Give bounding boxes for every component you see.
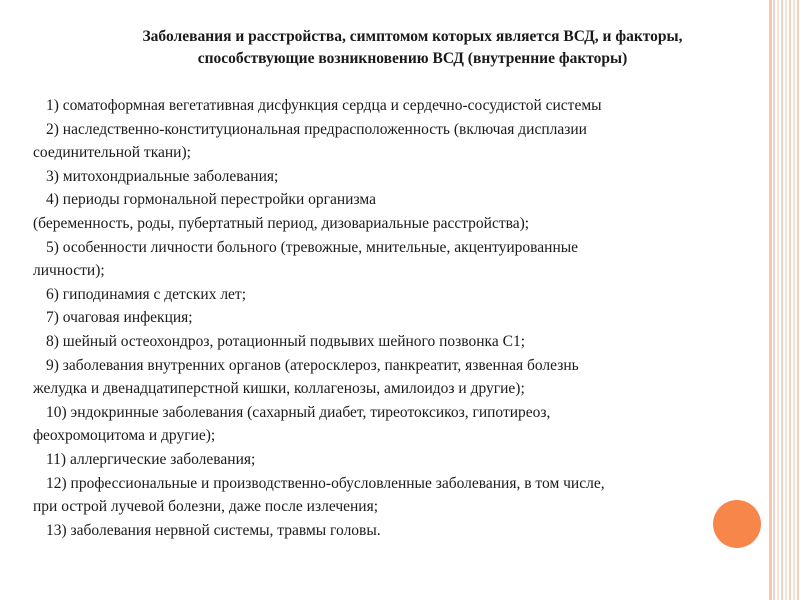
list-item: 12) профессиональные и производственно-обусловленные заболевания, в том числе, bbox=[46, 474, 605, 492]
list-item: 2) наследственно-конституциональная предрасположенность (включая дисплазии bbox=[46, 120, 587, 138]
list-item: 4) периоды гормональной перестройки организма bbox=[46, 191, 376, 209]
list-item: 9) заболевания внутренних органов (атеросклероз, панкреатит, язвенная болезнь bbox=[46, 356, 579, 374]
list-item: феохромоцитома и другие); bbox=[33, 427, 216, 445]
factor-list bbox=[33, 94, 773, 542]
list-item: 1) соматоформная вегетативная дисфункция сердца и сердечно-сосудистой системы bbox=[46, 97, 602, 114]
list-item: желудка и двенадцатиперстной кишки, коллагенозы, амилоидоз и другие); bbox=[33, 380, 525, 398]
decorative-side-stripe bbox=[769, 0, 800, 600]
list-item: 8) шейный остеохондроз, ротационный подвывих шейного позвонка С1; bbox=[46, 332, 526, 350]
list-item: 10) эндокринные заболевания (сахарный диабет, тиреотоксикоз, гипотиреоз, bbox=[46, 403, 551, 421]
slide-title bbox=[40, 26, 785, 70]
list-item: 13) заболевания нервной системы, травмы головы. bbox=[46, 521, 381, 539]
decorative-orange-circle bbox=[713, 500, 761, 548]
title-line: Заболевания и расстройства, симптомом которых является ВСД, и факторы, bbox=[142, 28, 683, 45]
list-item: (беременность, роды, пубертатный период, дизовариальные расстройства); bbox=[33, 214, 530, 232]
list-item: 3) митохондриальные заболевания; bbox=[46, 167, 279, 185]
list-item: 11) аллергические заболевания; bbox=[46, 450, 256, 468]
list-item: 6) гиподинамия с детских лет; bbox=[46, 285, 247, 303]
list-item: 7) очаговая инфекция; bbox=[46, 309, 193, 327]
list-item: соединительной ткани); bbox=[33, 144, 191, 162]
list-item: 5) особенности личности больного (тревожные, мнительные, акцентуированные bbox=[46, 238, 579, 256]
list-item: личности); bbox=[33, 262, 105, 280]
title-line: способствующие возникновению ВСД (внутренние факторы) bbox=[197, 50, 628, 67]
list-item: при острой лучевой болезни, даже после излечения; bbox=[33, 498, 379, 516]
